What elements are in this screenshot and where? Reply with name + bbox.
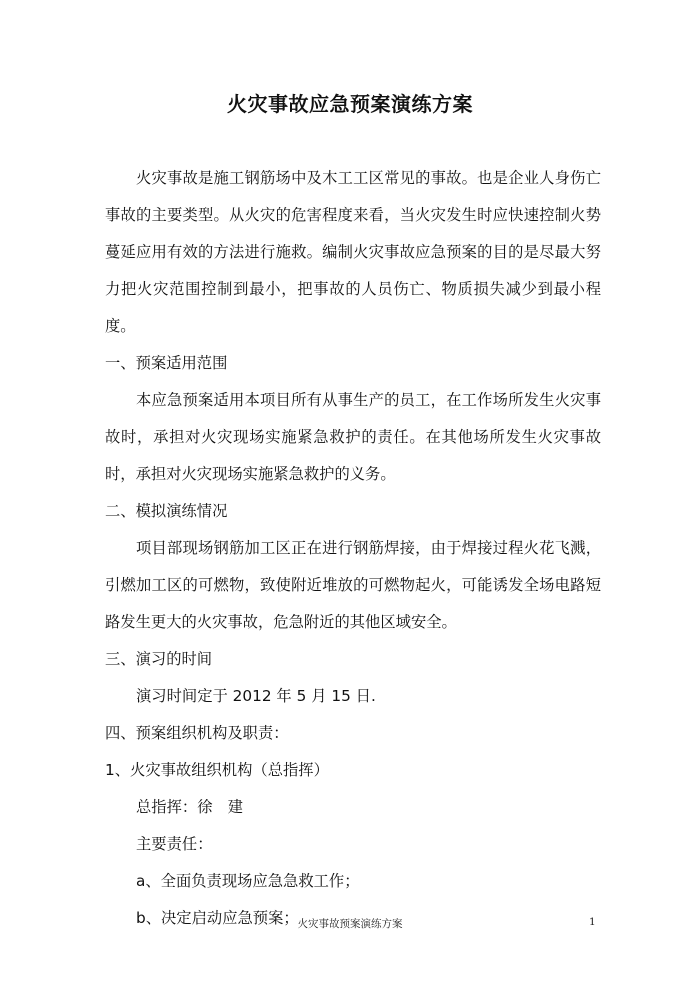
section-heading-scope: 一、预案适用范围 xyxy=(105,354,228,372)
page-number: 1 xyxy=(589,916,596,928)
document-body xyxy=(105,160,601,937)
commander-line: 总指挥：徐 建 xyxy=(136,798,244,816)
document-title: 火灾事故应急预案演练方案 xyxy=(227,92,473,116)
section-drill-time-paragraph: 演习时间定于 2012 年 5 月 15 日. xyxy=(136,687,376,705)
footer-title: 火灾事故预案演练方案 xyxy=(297,918,403,930)
subsection-heading-commander: 1、火灾事故组织机构（总指挥） xyxy=(105,761,329,779)
section-heading-drill-scenario: 二、模拟演练情况 xyxy=(105,502,228,520)
section-heading-organization: 四、预案组织机构及职责： xyxy=(105,724,289,742)
section-heading-drill-time: 三、演习的时间 xyxy=(105,650,213,668)
duty-item-a: a、全面负责现场应急急救工作； xyxy=(136,872,360,890)
duties-label: 主要责任： xyxy=(136,835,213,853)
duty-item-b: b、决定启动应急预案； xyxy=(136,909,299,927)
section-scope-paragraph: 本应急预案适用本项目所有从事生产的员工，在工作场所发生火灾事故时，承担对火灾现场实施紧急救护的责任。在其他场所发生火灾事故时，承担对火灾现场实施紧急救护的义务。 xyxy=(105,391,601,483)
section-drill-scenario-paragraph: 项目部现场钢筋加工区正在进行钢筋焊接，由于焊接过程火花飞溅，引燃加工区的可燃物，致使附近堆放的可燃物起火，可能诱发全场电路短路发生更大的火灾事故，危急附近的其他区域安全。 xyxy=(105,539,601,631)
intro-paragraph: 火灾事故是施工钢筋场中及木工工区常见的事故。也是企业人身伤亡事故的主要类型。从火灾的危害程度来看，当火灾发生时应快速控制火势蔓延应用有效的方法进行施救。编制火灾事故应急预案的目的是尽最大努力把火灾范围控制到最小，把事故的人员伤亡、物质损失减少到最小程度。 xyxy=(105,169,601,335)
